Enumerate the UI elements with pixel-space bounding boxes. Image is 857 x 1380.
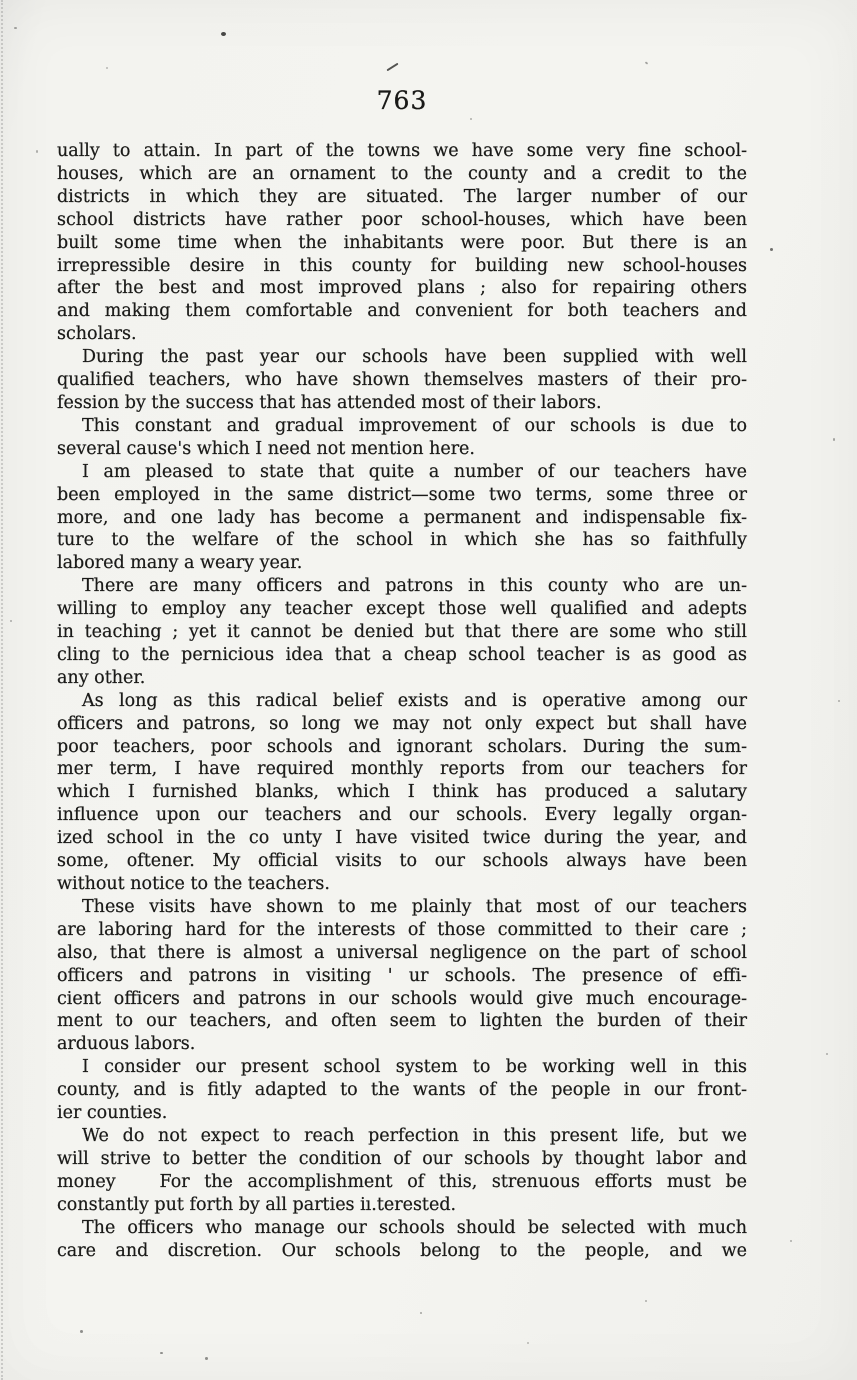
text-line: care and discretion. Our schools belong to the people, and we bbox=[57, 1240, 747, 1261]
scan-speck bbox=[527, 1342, 529, 1344]
text-line: school districts have rather poor school-houses, which have been bbox=[57, 209, 747, 230]
scan-speck bbox=[10, 620, 12, 622]
text-line: ment to our teachers, and often seem to lighten the burden of their bbox=[57, 1011, 747, 1032]
paragraph bbox=[57, 896, 747, 1056]
text-line: after the best and most improved plans ; also for repairing others bbox=[57, 278, 747, 299]
text-line: districts in which they are situated. The larger number of our bbox=[57, 186, 747, 207]
text-line: We do not expect to reach perfection in this present life, but we bbox=[82, 1125, 747, 1146]
page-number: 763 bbox=[376, 86, 428, 115]
text-line: During the past year our schools have been supplied with well bbox=[82, 347, 747, 368]
scan-speck bbox=[470, 118, 472, 120]
paragraph bbox=[57, 690, 747, 896]
scan-speck bbox=[36, 150, 38, 153]
text-line: which I furnished blanks, which I think has produced a salutary bbox=[57, 782, 747, 803]
paragraph bbox=[57, 575, 747, 690]
text-line: As long as this radical belief exists and is operative among our bbox=[82, 690, 747, 711]
text-line: without notice to the teachers. bbox=[57, 874, 330, 894]
scan-speck bbox=[826, 1053, 828, 1055]
scan-speck bbox=[80, 1330, 83, 1333]
text-column bbox=[57, 140, 747, 1262]
scan-speck bbox=[160, 1352, 163, 1354]
text-line: county, and is fitly adapted to the wants of the people in our front- bbox=[57, 1080, 747, 1101]
text-line: The officers who manage our schools should be selected with much bbox=[82, 1217, 747, 1238]
text-line: poor teachers, poor schools and ignorant scholars. During the sum- bbox=[57, 736, 747, 757]
text-line: ized school in the co unty I have visited twice during the year, and bbox=[57, 828, 747, 849]
scan-speck bbox=[645, 1300, 647, 1302]
paragraph bbox=[57, 1217, 747, 1263]
text-line: and making them comfortable and convenient for both teachers and bbox=[57, 301, 747, 322]
text-line: officers and patrons, so long we may not only expect but shall have bbox=[57, 713, 747, 734]
scan-speck bbox=[420, 1312, 422, 1314]
paragraph bbox=[57, 415, 747, 461]
text-line: irrepressible desire in this county for building new school-houses bbox=[57, 255, 747, 276]
text-line: qualified teachers, who have shown themselves masters of their pro- bbox=[57, 370, 747, 391]
scan-speck bbox=[790, 1240, 792, 1242]
paragraph bbox=[57, 461, 747, 576]
text-line: will strive to better the condition of our schools by thought labor and bbox=[57, 1148, 747, 1169]
text-line: cient officers and patrons in our schools would give much encourage- bbox=[57, 988, 747, 1009]
scan-speck bbox=[838, 700, 840, 702]
text-line: There are many officers and patrons in this county who are un- bbox=[82, 576, 747, 597]
text-line: These visits have shown to me plainly that most of our teachers bbox=[82, 896, 747, 917]
text-line: money For the accomplishment of this, strenuous efforts must be bbox=[57, 1171, 747, 1192]
text-line: fession by the success that has attended most of their labors. bbox=[57, 392, 602, 413]
text-line: scholars. bbox=[57, 324, 137, 345]
scan-speck bbox=[770, 248, 773, 251]
text-line: houses, which are an ornament to the county and a credit to the bbox=[57, 163, 747, 184]
text-line: are laboring hard for the interests of those committed to their care ; bbox=[57, 919, 747, 940]
text-line: cling to the pernicious idea that a cheap school teacher is as good as bbox=[57, 644, 747, 665]
text-line: I consider our present school system to be working well in this bbox=[82, 1057, 747, 1078]
paragraph bbox=[57, 140, 747, 346]
scan-speck bbox=[14, 27, 17, 29]
text-line: any other. bbox=[57, 667, 146, 688]
text-line: This constant and gradual improvement of our schools is due to bbox=[82, 415, 747, 436]
text-line: been employed in the same district—some two terms, some three or bbox=[57, 484, 747, 505]
scan-speck bbox=[221, 32, 226, 36]
text-line: influence upon our teachers and our schools. Every legally organ- bbox=[57, 805, 747, 826]
text-line: labored many a weary year. bbox=[57, 553, 303, 574]
scan-edge-line bbox=[1, 0, 3, 1380]
text-line: ually to attain. In part of the towns we have some very fine school- bbox=[57, 141, 747, 161]
paragraph bbox=[57, 1125, 747, 1217]
text-line: I am pleased to state that quite a number of our teachers have bbox=[82, 461, 747, 482]
paragraph bbox=[57, 346, 747, 415]
text-line: constantly put forth by all parties iı.terested. bbox=[57, 1194, 457, 1215]
text-line: mer term, I have required monthly reports from our teachers for bbox=[57, 759, 747, 780]
text-line: ture to the welfare of the school in which she has so faithfully bbox=[57, 530, 747, 551]
text-line: ier counties. bbox=[57, 1103, 168, 1124]
text-line: several cause's which I need not mention here. bbox=[57, 438, 475, 459]
text-line: willing to employ any teacher except those well qualified and adepts bbox=[57, 599, 747, 620]
scan-speck bbox=[833, 438, 835, 441]
scan-speck bbox=[106, 67, 108, 69]
text-line: arduous labors. bbox=[57, 1034, 196, 1055]
text-line: officers and patrons in visiting ' ur schools. The presence of effi- bbox=[57, 965, 747, 986]
text-line: also, that there is almost a universal negligence on the part of school bbox=[57, 942, 747, 963]
text-line: in teaching ; yet it cannot be denied but that there are some who still bbox=[57, 622, 747, 643]
text-line: some, oftener. My official visits to our schools always have been bbox=[57, 851, 747, 872]
paragraph bbox=[57, 1056, 747, 1125]
text-line: more, and one lady has become a permanent and indispensable fix- bbox=[57, 507, 747, 528]
scan-speck bbox=[205, 1357, 208, 1360]
text-line: built some time when the inhabitants were poor. But there is an bbox=[57, 232, 747, 253]
